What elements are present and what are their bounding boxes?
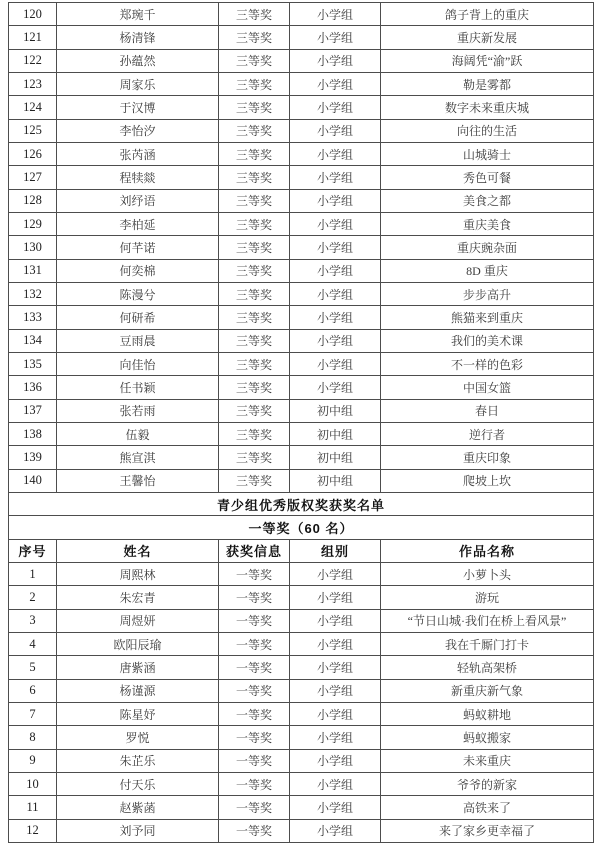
cell-group: 小学组	[290, 819, 381, 842]
cell-work: 新重庆新气象	[381, 679, 594, 702]
cell-award: 三等奖	[219, 329, 290, 352]
cell-no: 129	[9, 212, 57, 235]
cell-group: 小学组	[290, 306, 381, 329]
cell-no: 120	[9, 3, 57, 26]
section-title-row	[9, 493, 594, 516]
cell-award: 一等奖	[219, 702, 290, 725]
cell-group: 初中组	[290, 469, 381, 492]
cell-work: 我们的美术课	[381, 329, 594, 352]
section-title: 青少组优秀版权奖获奖名单	[9, 493, 594, 516]
cell-no: 10	[9, 772, 57, 795]
cell-group: 小学组	[290, 189, 381, 212]
table-row	[9, 352, 594, 375]
table-row	[9, 259, 594, 282]
cell-no: 4	[9, 632, 57, 655]
cell-work: 游玩	[381, 586, 594, 609]
cell-award: 一等奖	[219, 819, 290, 842]
table-row	[9, 772, 594, 795]
table-row	[9, 26, 594, 49]
cell-name: 张芮涵	[57, 142, 219, 165]
cell-work: 爷爷的新家	[381, 772, 594, 795]
cell-no: 121	[9, 26, 57, 49]
cell-work: 勒是雾都	[381, 72, 594, 95]
cell-award: 三等奖	[219, 282, 290, 305]
table-row	[9, 96, 594, 119]
cell-work: 中国女篮	[381, 376, 594, 399]
table-row	[9, 212, 594, 235]
cell-no: 123	[9, 72, 57, 95]
cell-group: 小学组	[290, 212, 381, 235]
table-row	[9, 376, 594, 399]
table-row	[9, 166, 594, 189]
cell-work: “节日山城·我们在桥上看风景”	[381, 609, 594, 632]
cell-group: 小学组	[290, 749, 381, 772]
cell-no: 6	[9, 679, 57, 702]
column-header-row	[9, 539, 594, 562]
cell-name: 陈漫兮	[57, 282, 219, 305]
cell-group: 小学组	[290, 96, 381, 119]
cell-award: 三等奖	[219, 26, 290, 49]
cell-no: 139	[9, 446, 57, 469]
cell-name: 熊宣淇	[57, 446, 219, 469]
table-row	[9, 72, 594, 95]
cell-award: 三等奖	[219, 3, 290, 26]
cell-award: 三等奖	[219, 259, 290, 282]
cell-group: 小学组	[290, 376, 381, 399]
cell-name: 杨清锋	[57, 26, 219, 49]
cell-no: 138	[9, 422, 57, 445]
table-row	[9, 306, 594, 329]
cell-group: 小学组	[290, 26, 381, 49]
cell-no: 134	[9, 329, 57, 352]
cell-work: 海阔凭“渝”跃	[381, 49, 594, 72]
cell-work: 未来重庆	[381, 749, 594, 772]
cell-group: 小学组	[290, 679, 381, 702]
table-row	[9, 446, 594, 469]
cell-no: 1	[9, 563, 57, 586]
cell-group: 小学组	[290, 49, 381, 72]
cell-award: 一等奖	[219, 632, 290, 655]
cell-work: 美食之都	[381, 189, 594, 212]
cell-work: 重庆美食	[381, 212, 594, 235]
cell-group: 小学组	[290, 119, 381, 142]
cell-group: 小学组	[290, 586, 381, 609]
cell-group: 小学组	[290, 3, 381, 26]
cell-award: 三等奖	[219, 469, 290, 492]
cell-award: 三等奖	[219, 72, 290, 95]
prize-title: 一等奖（60 名）	[9, 516, 594, 539]
cell-no: 7	[9, 702, 57, 725]
cell-award: 三等奖	[219, 166, 290, 189]
cell-group: 小学组	[290, 166, 381, 189]
cell-award: 三等奖	[219, 49, 290, 72]
cell-award: 三等奖	[219, 142, 290, 165]
award-winners-table	[8, 2, 594, 843]
table-row	[9, 422, 594, 445]
cell-group: 小学组	[290, 632, 381, 655]
cell-name: 孙蕴然	[57, 49, 219, 72]
prize-title-row	[9, 516, 594, 539]
cell-award: 一等奖	[219, 563, 290, 586]
cell-name: 欧阳辰瑜	[57, 632, 219, 655]
cell-group: 初中组	[290, 422, 381, 445]
table-row	[9, 726, 594, 749]
cell-no: 9	[9, 749, 57, 772]
cell-name: 赵紫菡	[57, 796, 219, 819]
cell-work: 蚂蚁搬家	[381, 726, 594, 749]
cell-work: 鸽子背上的重庆	[381, 3, 594, 26]
cell-group: 初中组	[290, 446, 381, 469]
cell-award: 三等奖	[219, 119, 290, 142]
cell-work: 重庆印象	[381, 446, 594, 469]
cell-group: 小学组	[290, 72, 381, 95]
cell-name: 程犊燚	[57, 166, 219, 189]
cell-work: 山城骑士	[381, 142, 594, 165]
cell-work: 蚂蚁耕地	[381, 702, 594, 725]
cell-award: 三等奖	[219, 306, 290, 329]
table-row	[9, 749, 594, 772]
cell-no: 133	[9, 306, 57, 329]
cell-work: 8D 重庆	[381, 259, 594, 282]
cell-name: 刘纾语	[57, 189, 219, 212]
table-row	[9, 679, 594, 702]
cell-group: 初中组	[290, 399, 381, 422]
cell-award: 三等奖	[219, 399, 290, 422]
cell-no: 124	[9, 96, 57, 119]
cell-no: 122	[9, 49, 57, 72]
cell-name: 陈星妤	[57, 702, 219, 725]
cell-no: 12	[9, 819, 57, 842]
cell-work: 爬坡上坎	[381, 469, 594, 492]
table-row	[9, 119, 594, 142]
cell-work: 轻轨高架桥	[381, 656, 594, 679]
cell-no: 125	[9, 119, 57, 142]
cell-no: 131	[9, 259, 57, 282]
cell-work: 重庆新发展	[381, 26, 594, 49]
cell-no: 130	[9, 236, 57, 259]
cell-award: 三等奖	[219, 212, 290, 235]
table-row	[9, 656, 594, 679]
table-row	[9, 236, 594, 259]
cell-no: 135	[9, 352, 57, 375]
cell-name: 张若雨	[57, 399, 219, 422]
cell-no: 128	[9, 189, 57, 212]
cell-name: 周煜妍	[57, 609, 219, 632]
cell-group: 小学组	[290, 282, 381, 305]
cell-award: 一等奖	[219, 586, 290, 609]
cell-name: 何奕棉	[57, 259, 219, 282]
cell-award: 三等奖	[219, 352, 290, 375]
cell-no: 136	[9, 376, 57, 399]
table-row	[9, 796, 594, 819]
cell-group: 小学组	[290, 796, 381, 819]
cell-work: 逆行者	[381, 422, 594, 445]
cell-name: 唐紫涵	[57, 656, 219, 679]
cell-group: 小学组	[290, 259, 381, 282]
cell-award: 三等奖	[219, 446, 290, 469]
cell-group: 小学组	[290, 236, 381, 259]
column-header-group: 组别	[290, 539, 381, 562]
cell-award: 三等奖	[219, 189, 290, 212]
cell-no: 137	[9, 399, 57, 422]
cell-work: 步步高升	[381, 282, 594, 305]
cell-award: 三等奖	[219, 96, 290, 119]
cell-name: 朱宏青	[57, 586, 219, 609]
table-row	[9, 632, 594, 655]
cell-award: 三等奖	[219, 422, 290, 445]
cell-group: 小学组	[290, 656, 381, 679]
cell-name: 任书颖	[57, 376, 219, 399]
table-row	[9, 469, 594, 492]
cell-group: 小学组	[290, 352, 381, 375]
continuation-rows	[9, 3, 594, 493]
cell-name: 向佳怡	[57, 352, 219, 375]
cell-award: 一等奖	[219, 749, 290, 772]
cell-award: 一等奖	[219, 772, 290, 795]
cell-award: 一等奖	[219, 726, 290, 749]
cell-name: 何研希	[57, 306, 219, 329]
cell-award: 一等奖	[219, 656, 290, 679]
cell-work: 熊猫来到重庆	[381, 306, 594, 329]
cell-name: 李怡汐	[57, 119, 219, 142]
cell-award: 一等奖	[219, 796, 290, 819]
cell-no: 11	[9, 796, 57, 819]
cell-group: 小学组	[290, 772, 381, 795]
cell-award: 一等奖	[219, 679, 290, 702]
cell-no: 8	[9, 726, 57, 749]
cell-name: 于汉博	[57, 96, 219, 119]
cell-work: 不一样的色彩	[381, 352, 594, 375]
table-row	[9, 399, 594, 422]
column-header-name: 姓名	[57, 539, 219, 562]
table-row	[9, 563, 594, 586]
cell-award: 三等奖	[219, 376, 290, 399]
column-header-award: 获奖信息	[219, 539, 290, 562]
cell-group: 小学组	[290, 329, 381, 352]
cell-work: 秀色可餐	[381, 166, 594, 189]
cell-name: 伍毅	[57, 422, 219, 445]
cell-no: 127	[9, 166, 57, 189]
cell-award: 三等奖	[219, 236, 290, 259]
first-prize-rows	[9, 563, 594, 843]
table-row	[9, 819, 594, 842]
table-row	[9, 142, 594, 165]
cell-no: 132	[9, 282, 57, 305]
cell-group: 小学组	[290, 726, 381, 749]
cell-name: 周熙林	[57, 563, 219, 586]
cell-group: 小学组	[290, 609, 381, 632]
table-row	[9, 329, 594, 352]
cell-group: 小学组	[290, 702, 381, 725]
cell-no: 5	[9, 656, 57, 679]
cell-name: 王馨怡	[57, 469, 219, 492]
cell-name: 周家乐	[57, 72, 219, 95]
column-header-no: 序号	[9, 539, 57, 562]
cell-no: 126	[9, 142, 57, 165]
cell-group: 小学组	[290, 563, 381, 586]
cell-work: 高铁来了	[381, 796, 594, 819]
table-row	[9, 609, 594, 632]
cell-name: 刘予同	[57, 819, 219, 842]
cell-work: 小萝卜头	[381, 563, 594, 586]
cell-name: 朱芷乐	[57, 749, 219, 772]
cell-no: 140	[9, 469, 57, 492]
table-row	[9, 282, 594, 305]
cell-work: 春日	[381, 399, 594, 422]
cell-award: 一等奖	[219, 609, 290, 632]
section-headers	[9, 493, 594, 563]
cell-no: 3	[9, 609, 57, 632]
table-row	[9, 702, 594, 725]
cell-name: 郑琬千	[57, 3, 219, 26]
cell-name: 付天乐	[57, 772, 219, 795]
cell-name: 李柏延	[57, 212, 219, 235]
cell-work: 来了家乡更幸福了	[381, 819, 594, 842]
cell-work: 重庆豌杂面	[381, 236, 594, 259]
cell-group: 小学组	[290, 142, 381, 165]
table-row	[9, 189, 594, 212]
table-row	[9, 49, 594, 72]
cell-work: 数字未来重庆城	[381, 96, 594, 119]
cell-name: 杨谨源	[57, 679, 219, 702]
cell-work: 向往的生活	[381, 119, 594, 142]
cell-work: 我在千厮门打卡	[381, 632, 594, 655]
table-row	[9, 586, 594, 609]
table-row	[9, 3, 594, 26]
cell-no: 2	[9, 586, 57, 609]
cell-name: 豆雨晨	[57, 329, 219, 352]
cell-name: 何芊诺	[57, 236, 219, 259]
column-header-work: 作品名称	[381, 539, 594, 562]
cell-name: 罗悦	[57, 726, 219, 749]
